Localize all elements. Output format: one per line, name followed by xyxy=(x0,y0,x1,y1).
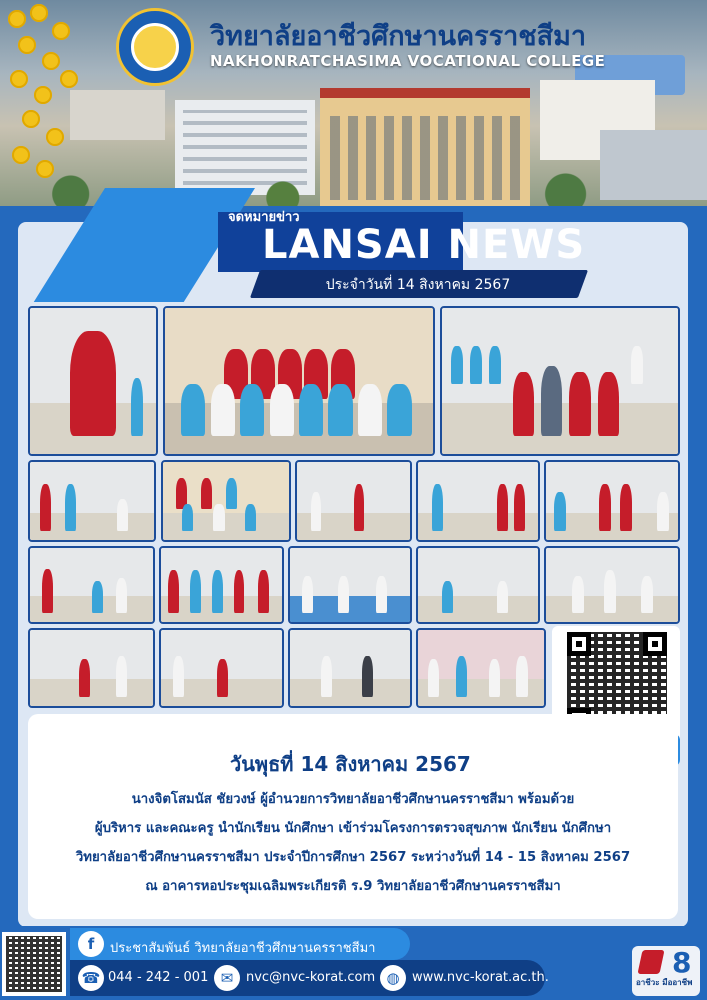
email-icon: ✉ xyxy=(214,965,240,991)
qr-finder-icon xyxy=(567,632,591,656)
news-photo xyxy=(28,306,158,456)
phone-number[interactable]: 044 - 242 - 001 xyxy=(108,970,209,985)
facebook-icon: f xyxy=(78,931,104,957)
caption-line: วิทยาลัยอาชีวศึกษานครราชสีมา ประจำปีการศึกษา 2567 ระหว่างวันที่ 14 - 15 สิงหาคม 2567 xyxy=(75,850,631,865)
news-photo xyxy=(288,546,412,624)
news-photo xyxy=(544,546,680,624)
newsletter-date: ประจำวันที่ 14 สิงหาคม 2567 xyxy=(325,277,511,293)
newsletter-tag: จดหมายข่าว xyxy=(228,210,300,225)
caption-line: นางจิตโสมนัส ชัยวงษ์ ผู้อำนวยการวิทยาลัยอาชีวศึกษานครราชสีมา พร้อมด้วย xyxy=(131,792,575,807)
news-photo xyxy=(416,628,546,708)
news-photo xyxy=(440,306,680,456)
news-photo xyxy=(161,460,291,542)
news-photo xyxy=(163,306,435,456)
news-photo xyxy=(28,546,155,624)
email-address[interactable]: nvc@nvc-korat.com xyxy=(246,970,376,985)
college-name-english: NAKHONRATCHASIMA VOCATIONAL COLLEGE xyxy=(210,52,606,70)
header-banner xyxy=(0,0,707,210)
footer-qr-code[interactable] xyxy=(2,932,66,996)
news-photo xyxy=(28,628,155,708)
facebook-page-name[interactable]: ประชาสัมพันธ์ วิทยาลัยอาชีวศึกษานครราชสีมา xyxy=(110,941,376,956)
brand-slogan: อาชีวะ มืออาชีพ xyxy=(636,978,693,987)
news-photo xyxy=(28,460,156,542)
news-photo xyxy=(544,460,680,542)
phone-icon: ☎ xyxy=(78,965,104,991)
globe-icon: ◍ xyxy=(380,965,406,991)
caption-line: ณ อาคารหอประชุมเฉลิมพระเกียรติ ร.9 วิทยาลัยอาชีวศึกษานครราชสีมา xyxy=(145,879,561,894)
news-photo xyxy=(416,546,540,624)
news-photo xyxy=(159,628,284,708)
website-link[interactable]: www.nvc-korat.ac.th. xyxy=(412,970,549,985)
caption-line: ผู้บริหาร และคณะครู นำนักเรียน นักศึกษา เข้าร่วมโครงการตรวจสุขภาพ นักเรียน นักศึกษา xyxy=(94,821,612,836)
news-photo xyxy=(159,546,284,624)
news-photo xyxy=(295,460,412,542)
number-8-logo-icon: 8 xyxy=(672,946,692,979)
college-logo xyxy=(116,8,194,86)
news-photo xyxy=(288,628,412,708)
golden-shower-flowers xyxy=(0,0,90,190)
newsletter-title: LANSAI NEWS xyxy=(262,222,586,268)
college-name-thai: วิทยาลัยอาชีวศึกษานครราชสีมา xyxy=(210,21,587,52)
qr-finder-icon xyxy=(643,632,667,656)
caption-date: วันพุธที่ 14 สิงหาคม 2567 xyxy=(230,752,471,776)
news-photo xyxy=(416,460,540,542)
